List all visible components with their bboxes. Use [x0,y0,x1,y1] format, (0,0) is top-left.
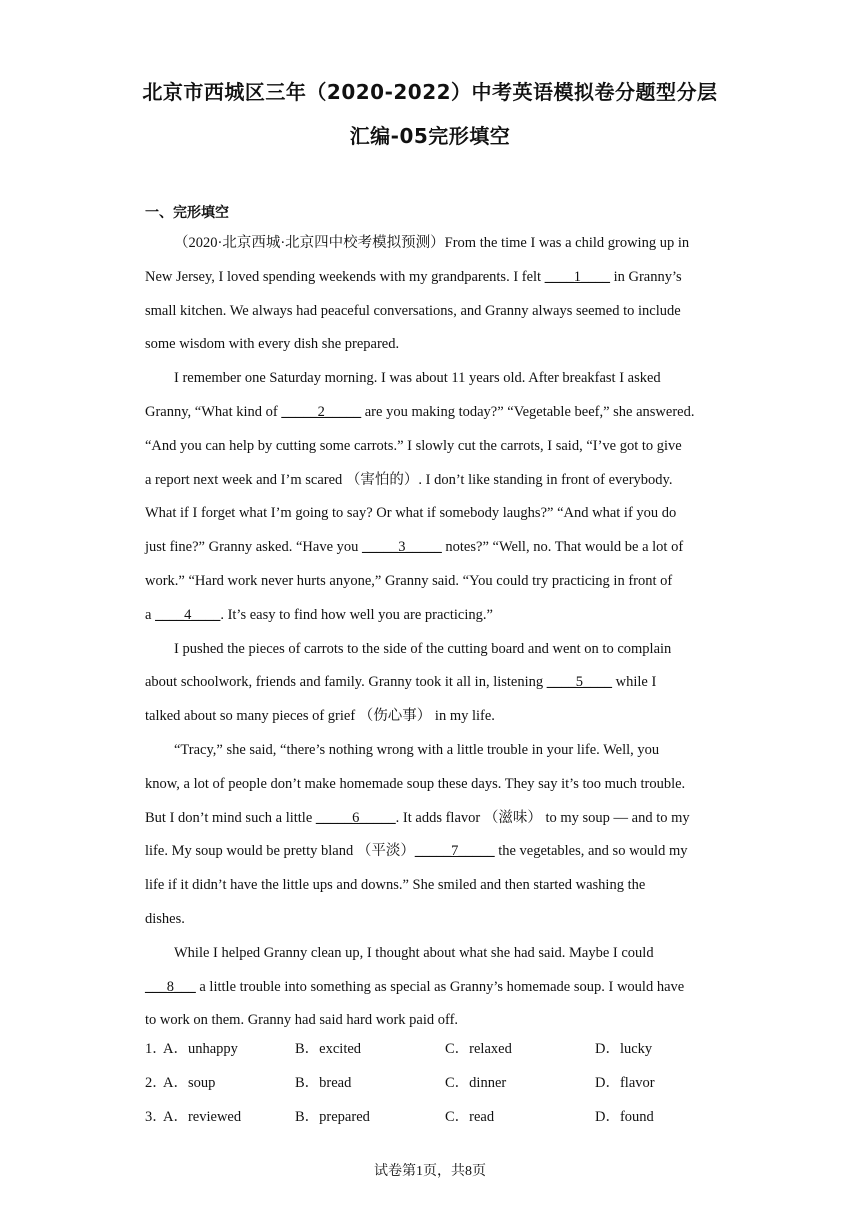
passage-text: But I don’t mind such a little [145,809,316,826]
blank-5: ____5____ [546,674,613,691]
passage-line [145,802,725,836]
passage [145,227,725,1038]
option-c: C．read [445,1109,495,1125]
question-number: 2． [145,1075,167,1091]
document-title-line-1: 北京市西城区三年（2020-2022）中考英语模拟卷分题型分层 [142,80,718,104]
blank-2: _____2_____ [281,403,362,420]
passage-text: a little trouble into something as special as Granny’s homemade soup. I would have [195,978,685,995]
passage-text: are you making today?” “Vegetable beef,” she answered. [361,403,695,420]
passage-line: talked about so many pieces of grief （伤心事） in my life. [145,708,495,725]
passage-line: I remember one Saturday morning. I was about 11 years old. After breakfast I asked [174,370,661,387]
passage-line: life if it didn’t have the little ups and downs.” She smiled and then started washing the [145,877,646,894]
question-options-row [145,1037,725,1071]
blank-7: _____7_____ [414,843,495,860]
answer-options [145,1037,725,1139]
passage-line: know, a lot of people don’t make homemade soup these days. They say it’s too much trouble. [145,775,686,792]
passage-line: “And you can help by cutting some carrots.” I slowly cut the carrots, I said, “I’ve got to give [145,437,682,454]
passage-line: a report next week and I’m scared （害怕的）. I don’t like standing in front of everybody. [145,471,673,488]
passage-line: small kitchen. We always had peaceful conversations, and Granny always seemed to include [145,302,681,319]
passage-text: From the time I was a child growing up in [444,235,690,251]
passage-text: while I [612,674,657,691]
question-options-row [145,1105,725,1139]
passage-line [145,971,725,1005]
passage-line: “Tracy,” she said, “there’s nothing wrong with a little trouble in your life. Well, you [174,741,660,758]
option-d: D．lucky [595,1041,653,1057]
passage-text: a [145,606,156,623]
passage-text: the vegetables, and so would my [494,843,688,860]
passage-source: （2020·北京西城·北京四中校考模拟预测） [174,235,445,251]
passage-text: Granny, “What kind of [145,403,282,420]
question-options-row [145,1071,725,1105]
passage-line [145,261,725,295]
blank-3: _____3_____ [362,539,442,556]
passage-text: in Granny’s [609,268,682,285]
option-a: A．unhappy [163,1041,238,1057]
blank-1: ____1____ [544,268,610,285]
passage-line: to work on them. Granny had said hard work paid off. [145,1012,459,1029]
blank-6: _____6_____ [315,809,396,826]
option-d: D．found [595,1109,654,1125]
passage-text: New Jersey, I loved spending weekends with my grandparents. I felt [145,268,545,285]
passage-line [145,227,725,261]
option-c: C．relaxed [445,1041,512,1057]
section-heading: 一、完形填空 [145,205,229,221]
passage-line [145,531,725,565]
option-b: B．excited [295,1041,362,1057]
option-c: C．dinner [445,1075,507,1091]
blank-4: ____4____ [155,606,221,623]
passage-line: I pushed the pieces of carrots to the side of the cutting board and went on to complain [174,640,672,657]
passage-line: What if I forget what I’m going to say? Or what if somebody laughs?” “And what if you do [145,505,677,522]
passage-line: dishes. [145,910,185,927]
passage-line [145,396,725,430]
document-title-line-2: 汇编-05完形填空 [349,124,511,148]
question-number: 1． [145,1041,167,1057]
passage-line [145,835,725,869]
passage-text: about schoolwork, friends and family. Granny took it all in, listening [145,674,547,691]
passage-line [145,599,725,633]
passage-line: While I helped Granny clean up, I thought about what she had said. Maybe I could [174,944,654,961]
passage-line: some wisdom with every dish she prepared. [145,336,400,353]
passage-text: . It adds flavor （滋味） to my soup — and to my [395,809,690,826]
passage-text: . It’s easy to find how well you are practicing.” [220,606,493,623]
passage-text: notes?” “Well, no. That would be a lot of [441,539,684,556]
option-b: B．prepared [295,1109,370,1125]
passage-text: life. My soup would be pretty bland （平淡） [145,843,415,860]
passage-text: just fine?” Granny asked. “Have you [145,539,363,556]
question-number: 3． [145,1109,167,1125]
passage-line [145,666,725,700]
option-a: A．soup [163,1075,216,1091]
page-footer: 试卷第1页，共8页 [374,1164,486,1179]
passage-line: work.” “Hard work never hurts anyone,” Granny said. “You could try practicing in front of [145,572,673,589]
option-a: A．reviewed [163,1109,242,1125]
option-b: B．bread [295,1075,352,1091]
option-d: D．flavor [595,1075,655,1091]
blank-8: ___8___ [145,978,196,995]
